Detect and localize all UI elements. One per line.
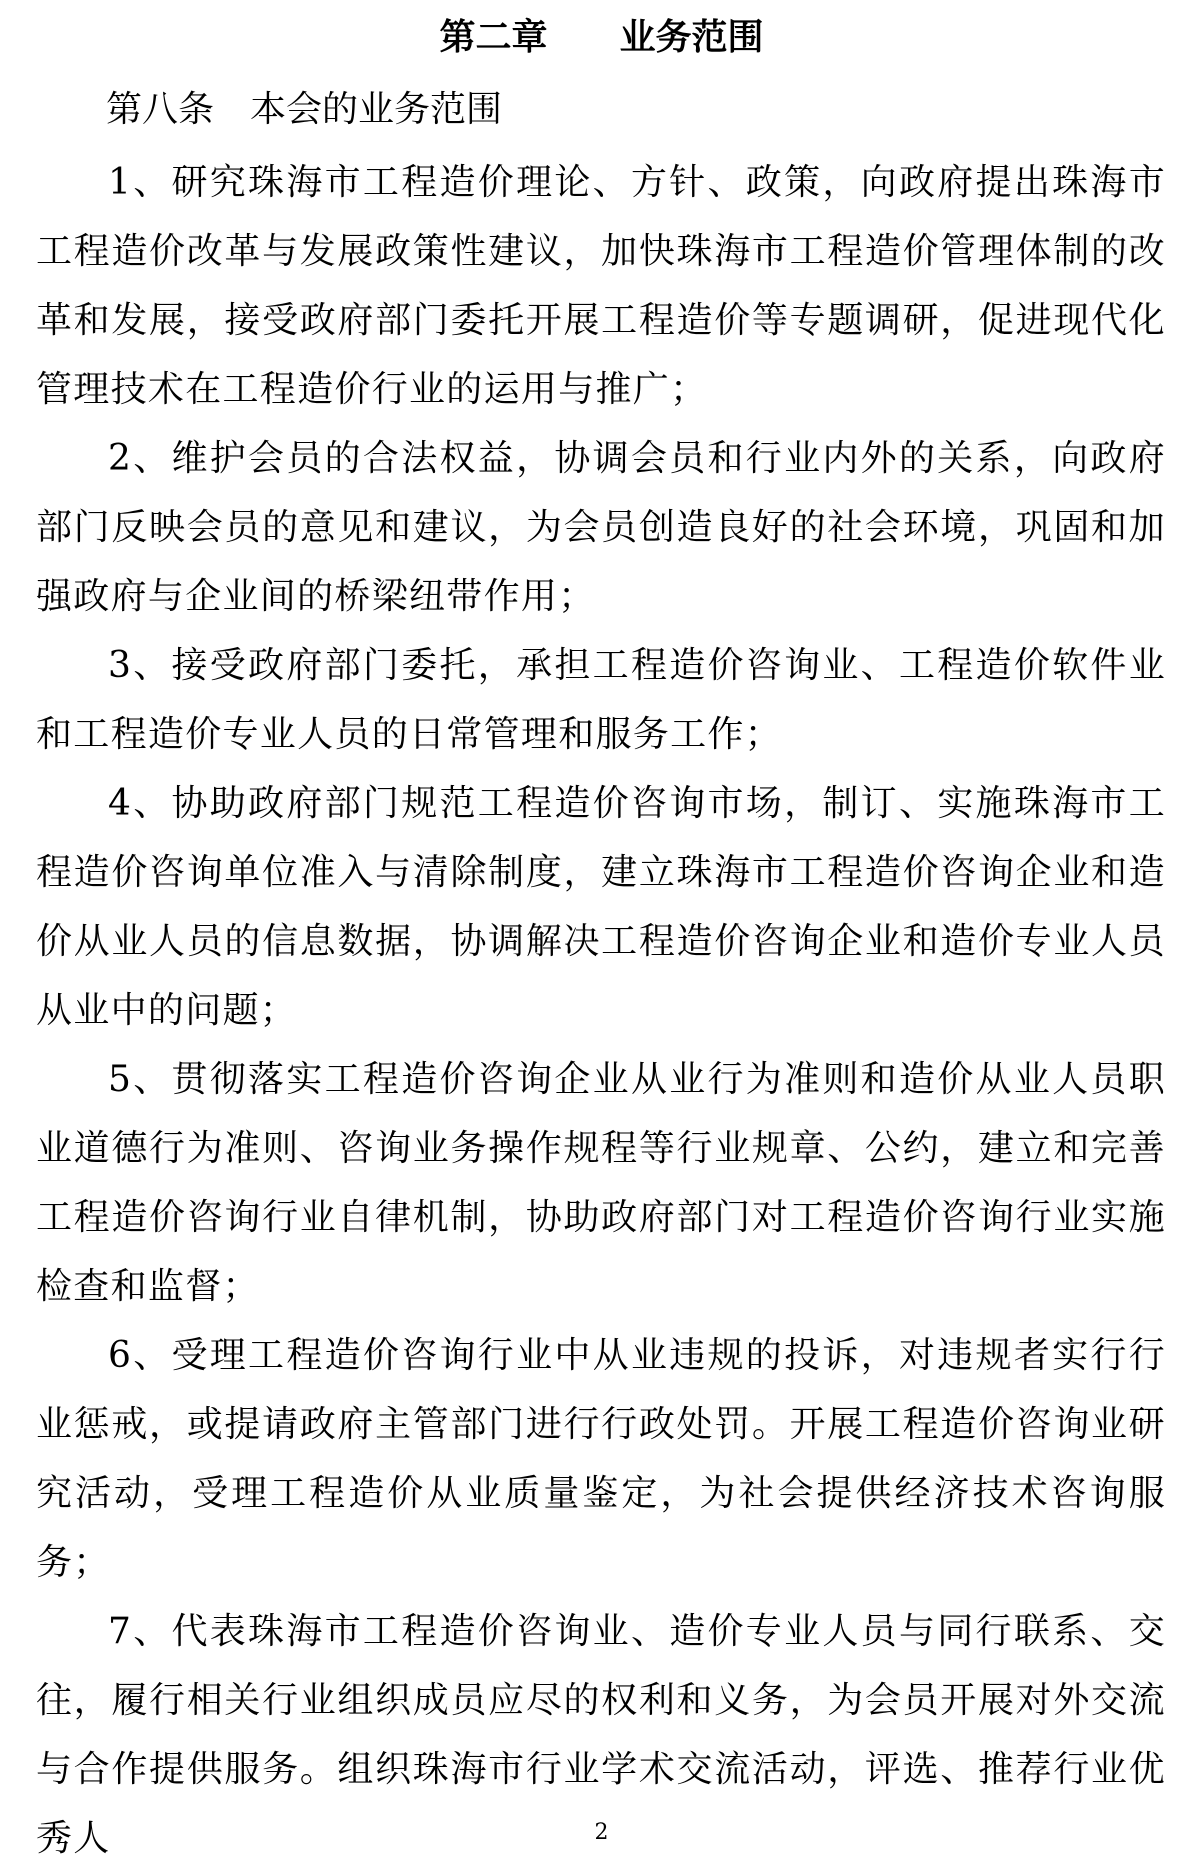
paragraph-item-2: 2、维护会员的合法权益，协调会员和行业内外的关系，向政府部门反映会员的意见和建议，为会员创造良好的社会环境，巩固和加强政府与企业间的桥梁纽带作用； (36, 438, 1166, 617)
article-body (36, 148, 1166, 1873)
paragraph-item-5: 5、贯彻落实工程造价咨询企业从业行为准则和造价从业人员职业道德行为准则、咨询业务操作规程等行业规章、公约，建立和完善工程造价咨询行业自律机制，协助政府部门对工程造价咨询行业实施检查和监督； (36, 1059, 1166, 1307)
paragraph-item-6: 6、受理工程造价咨询行业中从业违规的投诉，对违规者实行行业惩戒，或提请政府主管部门进行行政处罚。开展工程造价咨询业研究活动，受理工程造价从业质量鉴定，为社会提供经济技术咨询服务； (36, 1335, 1166, 1583)
page-number: 2 (594, 1820, 609, 1845)
article-heading: 第八条 本会的业务范围 (106, 89, 503, 130)
paragraph-item-4: 4、协助政府部门规范工程造价咨询市场，制订、实施珠海市工程造价咨询单位准入与清除制度，建立珠海市工程造价咨询企业和造价从业人员的信息数据，协调解决工程造价咨询企业和造价专业人员从业中的问题； (36, 783, 1166, 1031)
paragraph-item-3: 3、接受政府部门委托，承担工程造价咨询业、工程造价软件业和工程造价专业人员的日常管理和服务工作； (36, 645, 1166, 755)
paragraph-item-1: 1、研究珠海市工程造价理论、方针、政策，向政府提出珠海市工程造价改革与发展政策性建议，加快珠海市工程造价管理体制的改革和发展，接受政府部门委托开展工程造价等专题调研，促进现代化管理技术在工程造价行业的运用与推广； (36, 162, 1166, 410)
chapter-title: 第二章 业务范围 (439, 17, 764, 58)
paragraph-item-7: 7、代表珠海市工程造价咨询业、造价专业人员与同行联系、交往，履行相关行业组织成员应尽的权利和义务，为会员开展对外交流与合作提供服务。组织珠海市行业学术交流活动，评选、推荐行业优秀人 (36, 1611, 1166, 1859)
